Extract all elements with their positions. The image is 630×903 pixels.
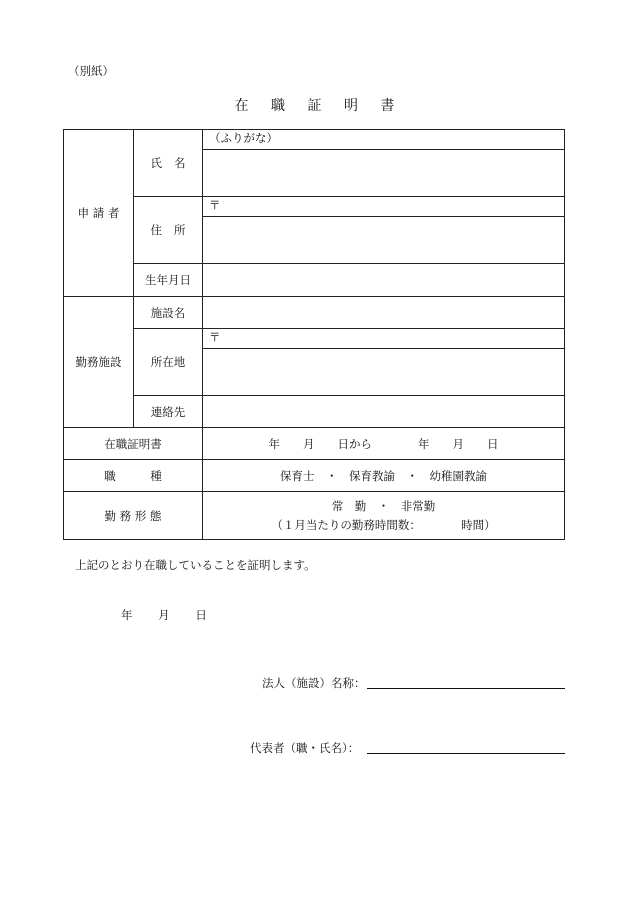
address-field[interactable]	[203, 217, 565, 264]
work-form-field[interactable]	[203, 492, 565, 540]
representative-label: 代表者（職・氏名）：	[250, 741, 360, 755]
date-year-label: 年	[121, 608, 133, 622]
title-char: 書	[380, 98, 396, 114]
name-field[interactable]	[203, 150, 565, 197]
title-char: 明	[343, 98, 359, 114]
workplace-group-label: 勤務施設	[64, 297, 134, 428]
job-type-field[interactable]: 保育士 ・ 保育教諭 ・ 幼稚園教諭	[203, 460, 565, 492]
title-char: 在	[234, 98, 250, 114]
location-label: 所在地	[134, 329, 203, 396]
facility-name-label: 施設名	[134, 297, 203, 329]
facility-name-field[interactable]	[203, 297, 565, 329]
title-char: 証	[307, 98, 323, 114]
work-hours-line: （１月当たりの勤務時間数： 時間）	[271, 518, 496, 532]
furigana-field[interactable]: （ふりがな）	[203, 130, 565, 150]
corporation-name-line[interactable]	[367, 688, 565, 689]
address-label: 住 所	[134, 197, 203, 264]
job-type-label: 職 種	[64, 460, 203, 492]
name-label: 氏 名	[134, 130, 203, 197]
birthdate-label: 生年月日	[134, 264, 203, 297]
employment-period-label: 在職証明書	[64, 428, 203, 460]
work-form-options: 常 勤 ・ 非常勤	[331, 499, 436, 513]
representative-line[interactable]	[367, 753, 565, 754]
contact-field[interactable]	[203, 396, 565, 428]
employment-period-field[interactable]: 年 月 日から 年 月 日	[203, 428, 565, 460]
work-form-label: 勤 務 形 態	[64, 492, 203, 540]
certification-statement: 上記のとおり在職していることを証明します。	[75, 558, 316, 572]
date-day-label: 日	[195, 608, 207, 622]
certification-date[interactable]	[121, 607, 229, 623]
annex-note: （別紙）	[68, 64, 114, 78]
certificate-table	[63, 129, 565, 540]
date-month-label: 月	[158, 608, 170, 622]
title-char: 職	[271, 98, 287, 114]
birthdate-field[interactable]	[203, 264, 565, 297]
workplace-postal-field[interactable]: 〒	[203, 329, 565, 349]
applicant-group-label: 申 請 者	[64, 130, 134, 297]
location-field[interactable]	[203, 349, 565, 396]
applicant-postal-field[interactable]: 〒	[203, 197, 565, 217]
contact-label: 連絡先	[134, 396, 203, 428]
document-title	[0, 95, 630, 115]
corporation-name-label: 法人（施設）名称：	[262, 676, 366, 690]
